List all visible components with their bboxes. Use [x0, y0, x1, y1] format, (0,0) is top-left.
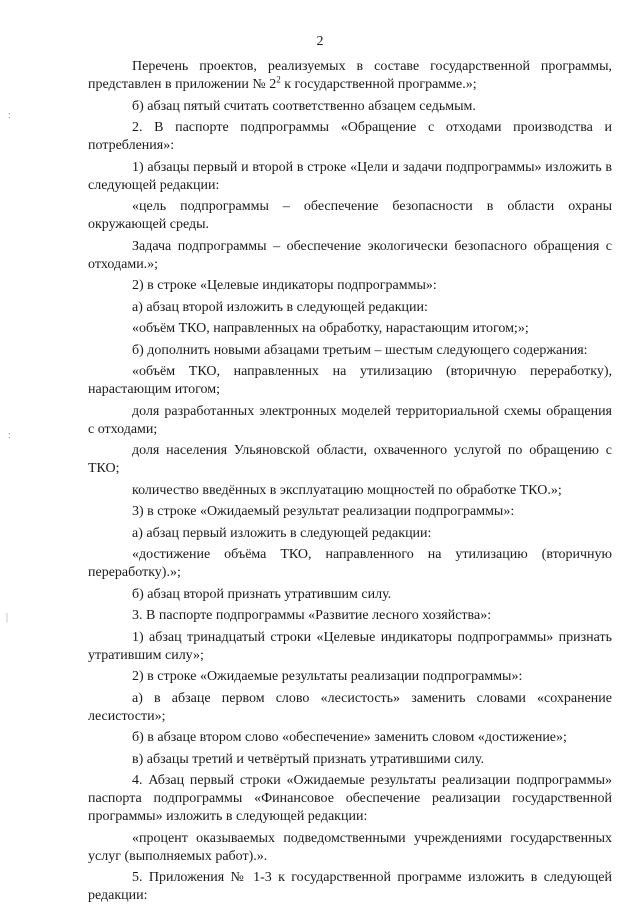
document-body — [88, 58, 612, 909]
paragraph: «достижение объёма ТКО, направленного на утилизацию (вторичную переработку).»; — [88, 547, 612, 580]
paragraph: «объём ТКО, направленных на обработку, нарастающим итогом;»; — [132, 321, 529, 336]
paragraph: количество введённых в эксплуатацию мощностей по обработке ТКО.»; — [132, 482, 562, 498]
paragraph: а) абзац второй изложить в следующей редакции: — [132, 299, 428, 315]
paragraph: 2. В паспорте подпрограммы «Обращение с отходами производства и потребления»: — [88, 120, 612, 153]
paragraph: Перечень проектов, реализуемых в составе государственной программы, представлен в приложении № $2^2$ к государственной программе.»; — [88, 59, 612, 92]
paragraph: б) дополнить новыми абзацами третьим – шестым следующего содержания: — [132, 342, 588, 358]
margin-mark: : — [8, 430, 11, 441]
paragraph: а) в абзаце первом слово «лесистость» заменить словами «сохранение лесистости»; — [88, 690, 612, 724]
paragraph: б) в абзаце втором слово «обеспечение» заменить словом «достижение»; — [132, 730, 567, 745]
paragraph: б) абзац пятый считать соответственно абзацем седьмым. — [132, 98, 476, 114]
paragraph: 5. Приложения № 1-3 к государственной программе изложить в следующей редакции: — [88, 870, 612, 903]
page-number: 2 — [316, 34, 324, 49]
paragraph: 2) в строке «Ожидаемые результаты реализации подпрограммы»: — [132, 669, 523, 684]
paragraph: «цель подпрограммы – обеспечение безопасности в области охраны окружающей среды. — [88, 199, 612, 232]
paragraph: Задача подпрограммы – обеспечение экологически безопасного обращения с отходами.»; — [88, 238, 612, 272]
paragraph: 2) в строке «Целевые индикаторы подпрограммы»: — [132, 278, 437, 293]
paragraph: 3) в строке «Ожидаемый результат реализации подпрограммы»: — [132, 504, 515, 519]
paragraph: в) абзацы третий и четвёртый признать утратившими силу. — [132, 751, 485, 767]
margin-mark: | — [6, 612, 9, 623]
paragraph: 1) абзацы первый и второй в строке «Цели и задачи подпрограммы» изложить в следующей редакции: — [88, 159, 612, 193]
paragraph: «процент оказываемых подведомственными учреждениями государственных услуг (выполняемых работ).». — [88, 830, 612, 864]
margin-mark: : — [8, 110, 11, 121]
paragraph: 1) абзац тринадцатый строки «Целевые индикаторы подпрограммы» признать утратившим силу»; — [88, 629, 612, 663]
paragraph: б) абзац второй признать утратившим силу. — [132, 586, 392, 602]
paragraph: 3. В паспорте подпрограммы «Развитие лесного хозяйства»: — [132, 608, 492, 623]
paragraph: «объём ТКО, направленных на утилизацию (вторичную переработку), нарастающим итогом; — [88, 364, 612, 397]
paragraph: доля населения Ульяновской области, охваченного услугой по обращению с ТКО; — [88, 443, 612, 476]
paragraph: 4. Абзац первый строки «Ожидаемые результаты реализации подпрограммы» паспорта подпрограммы «Финансовое обеспечение реализации государственной программы» изложить в следующей редакции: — [88, 773, 612, 824]
paragraph: доля разработанных электронных моделей территориальной схемы обращения с отходами; — [88, 403, 612, 437]
paragraph: а) абзац первый изложить в следующей редакции: — [132, 525, 432, 541]
